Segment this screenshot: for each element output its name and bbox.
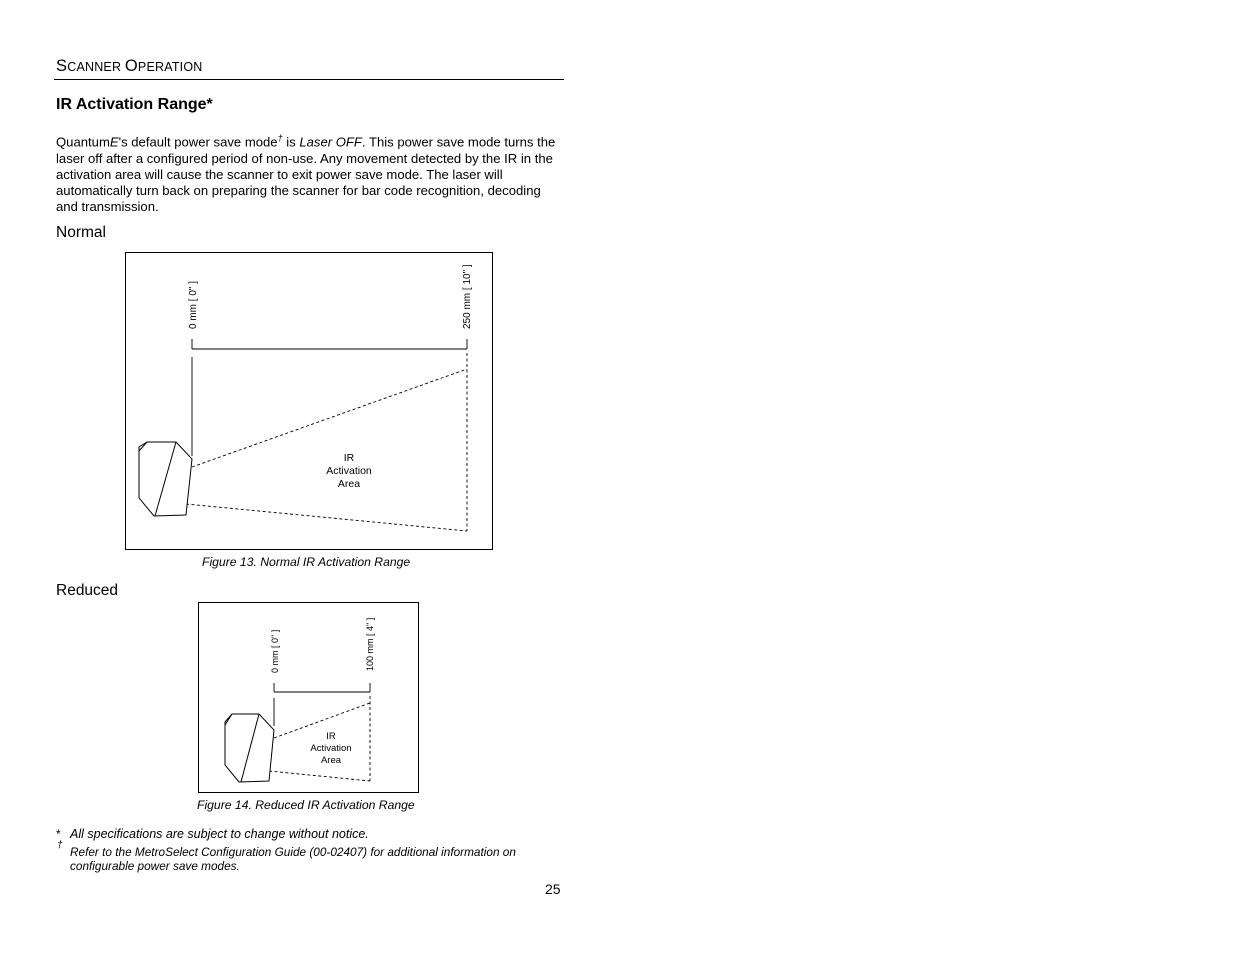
footnote-2-mark: † bbox=[57, 840, 63, 851]
normal-activation-area bbox=[186, 353, 467, 531]
normal-end-label: 250 mm [ 10" ] bbox=[462, 264, 473, 329]
page-number: 25 bbox=[545, 881, 561, 897]
section-title: IR Activation Range* bbox=[56, 96, 213, 113]
normal-figure bbox=[125, 252, 493, 550]
figure-13-caption: Figure 13. Normal IR Activation Range bbox=[202, 555, 411, 569]
figure-14-caption: Figure 14. Reduced IR Activation Range bbox=[197, 798, 415, 812]
reduced-heading: Reduced bbox=[56, 582, 119, 599]
scanner-icon bbox=[225, 714, 274, 782]
normal-start-label: 0 mm [ 0" ] bbox=[188, 280, 199, 329]
intro-paragraph: QuantumE's default power save mode† is Laser OFF. This power save mode turns the laser off after a configured period of non-use. Any movement detected by the IR in the activation area will cause the scanner to exit power save mode. The laser will automatically turn back on preparing the scanner for bar code recognition, decoding and transmission. bbox=[56, 133, 556, 215]
normal-area-line3: Area bbox=[337, 478, 361, 490]
reduced-dimension-bracket bbox=[274, 683, 370, 692]
reduced-start-label: 0 mm [ 0" ] bbox=[270, 629, 280, 673]
normal-area-line1: IR bbox=[343, 452, 355, 464]
header-rule bbox=[54, 79, 564, 80]
normal-dimension-bracket bbox=[192, 339, 467, 349]
footnote-1-mark: * bbox=[56, 827, 61, 841]
reduced-activation-area bbox=[269, 696, 370, 781]
section-header: SCANNER OPERATION bbox=[56, 57, 203, 75]
footnote-1-text: All specifications are subject to change without notice. bbox=[70, 827, 369, 841]
reduced-area-line2: Activation bbox=[310, 743, 352, 754]
reduced-figure bbox=[198, 602, 419, 793]
reduced-end-label: 100 mm [ 4" ] bbox=[365, 617, 375, 671]
reduced-area-line3: Area bbox=[320, 755, 342, 766]
normal-area-line2: Activation bbox=[326, 465, 372, 477]
footnote-2-text: Refer to the MetroSelect Configuration Guide (00-02407) for additional information on configurable power save modes. bbox=[70, 845, 516, 873]
scanner-icon bbox=[139, 442, 192, 516]
normal-heading: Normal bbox=[56, 224, 106, 241]
reduced-range-diagram bbox=[199, 603, 418, 792]
normal-range-diagram bbox=[126, 253, 492, 549]
reduced-area-line1: IR bbox=[326, 731, 336, 742]
